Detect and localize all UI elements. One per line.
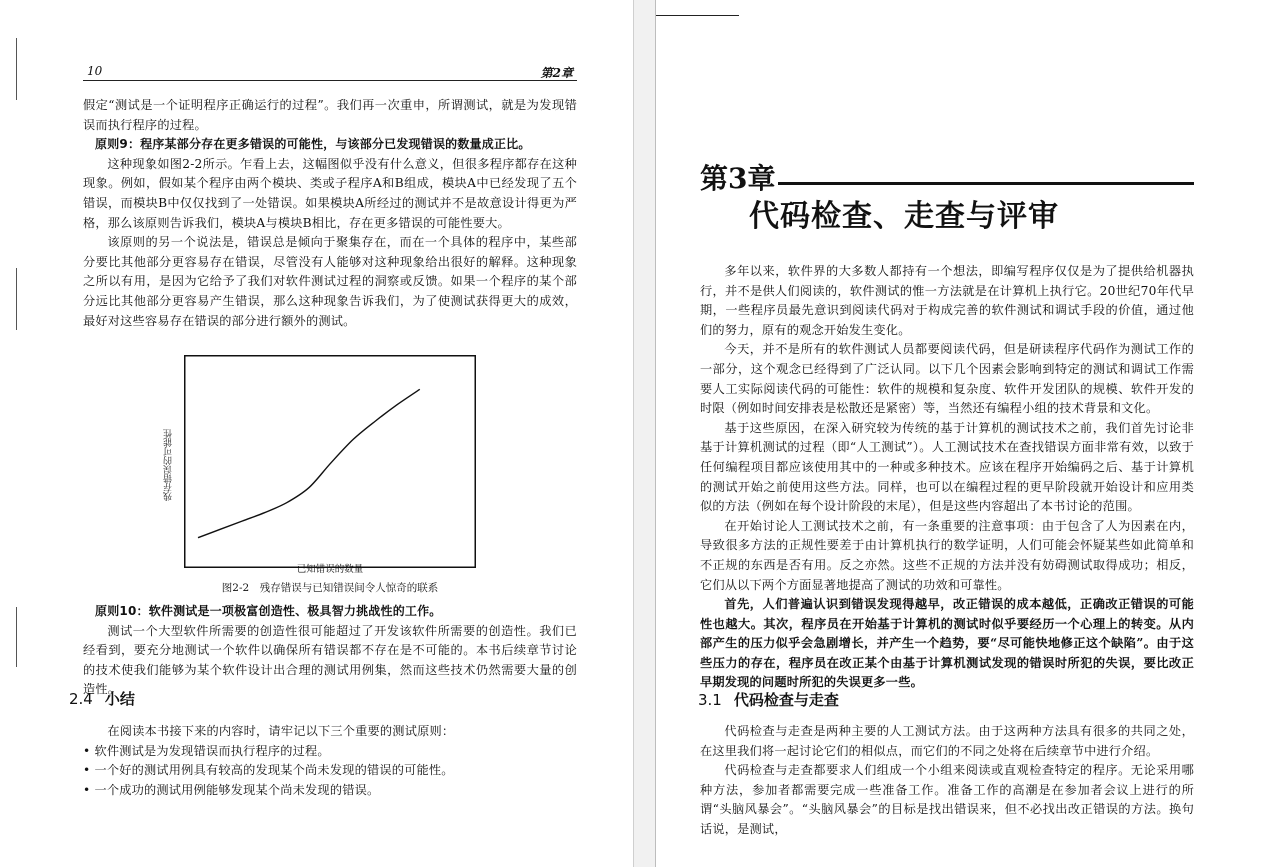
section-heading-3-1 <box>698 689 839 710</box>
book-gutter <box>633 0 656 867</box>
chart-plot <box>184 355 476 568</box>
section-title: 小结 <box>104 690 135 708</box>
chapter-label: 第3章 <box>700 162 776 195</box>
paragraph: 假定“测试是一个证明程序正确运行的过程”。我们再一次重申，所谓测试，就是为发现错误而执行程序的过程。 <box>83 98 577 132</box>
paragraph: 在开始讨论人工测试技术之前，有一条重要的注意事项：由于包含了人为因素在内，导致很多方法的正规性要差于由计算机执行的数学证明，人们可能会怀疑某些如此简单和不正规的东西是否有用。反之亦然。这些不正规的方法并没有妨碍测试取得成功；相反，它们从以下两个方面显著地提高了测试的功效和可靠性。 <box>700 518 1194 592</box>
section-title: 代码检查与走查 <box>733 691 839 709</box>
paragraph: 该原则的另一个说法是，错误总是倾向于聚集存在，而在一个具体的程序中，某些部分要比其他部分更容易存在错误，尽管没有人能够对这种现象给出很好的解释。这种现象之所以有用，是因为它给予了我们对软件测试过程的洞察或反馈。如果一个程序的某个部分远比其他部分更容易产生错误，那么这种现象告诉我们，为了使测试获得更大的成效，最好对这些容易存在错误的部分进行额外的测试。 <box>83 235 577 328</box>
figure-x-axis-label: 已知错误的数量 <box>296 564 364 575</box>
chapter-title: 代码检查、走查与评审 <box>749 199 1059 234</box>
scan-margin-mark <box>16 268 17 330</box>
section-number: 3.1 <box>698 691 722 709</box>
chapter-header: 第2章 <box>540 66 573 80</box>
scan-margin-mark <box>16 607 17 667</box>
paragraph: 代码检查与走查是两种主要的人工测试方法。由于这两种方法具有很多的共同之处，在这里我们将一起讨论它们的相似点，而它们的不同之处将在后续章节中进行介绍。 <box>700 724 1194 758</box>
chapter-rule <box>778 182 1194 185</box>
section-heading-2-4 <box>69 688 135 709</box>
scan-margin-mark <box>16 38 17 100</box>
section-number: 2.4 <box>69 690 93 708</box>
principle-9: 原则9：程序某部分存在更多错误的可能性，与该部分已发现错误的数量成正比。 <box>95 137 531 152</box>
chart-series-line <box>198 389 420 537</box>
summary-block <box>83 722 577 800</box>
left-body-bottom <box>83 602 577 700</box>
paragraph: 基于这些原因，在深入研究较为传统的基于计算机的测试技术之前，我们首先讨论非基于计算机测试的过程（即“人工测试”）。人工测试技术在查找错误方面非常有效，以致于任何编程项目都应该使用其中的一种或多种技术。应该在程序开始编码之后、基于计算机的测试开始之前使用这些方法。同样，也可以在编程过程的更早阶段就开始设计和应用类似的方法（例如在每个设计阶段的末尾），但是这些内容超出了本书讨论的范围。 <box>700 420 1194 514</box>
left-body-top <box>83 96 577 331</box>
chart-frame <box>185 356 476 568</box>
paragraph: 今天，并不是所有的软件测试人员都要阅读代码，但是研读程序代码作为测试工作的一部分，这个观念已经得到了广泛认同。以下几个因素会影响到特定的测试和调试工作需要人工实际阅读代码的可能性：软件的规模和复杂度、软件开发团队的规模、软件开发的时限（例如时间安排表是松散还是紧密）等，当然还有编程小组的技术背景和文化。 <box>700 342 1194 416</box>
running-header <box>83 64 577 81</box>
paragraph: 首先，人们普遍认识到错误发现得越早，改正错误的成本越低，正确改正错误的可能性也越大。其次，程序员在开始基于计算机的测试时似乎要经历一个心理上的转变。从内部产生的压力似乎会急剧增长，并产生一个趋势，要“尽可能快地修正这个缺陷”。由于这些压力的存在，程序员在改正某个由基于计算机测试发现的错误时所犯的失误，要比改正早期发现的问题时所犯的失误更多一些。 <box>700 597 1194 690</box>
paragraph: 多年以来，软件界的大多数人都持有一个想法，即编写程序仅仅是为了提供给机器执行，并不是供人们阅读的，软件测试的惟一方法就是在计算机上执行它。20世纪70年代早期，一些程序员最先意识到阅读代码对于构成完善的软件测试和调试手段的价值，通过他们的努力，原有的观念开始发生变化。 <box>700 264 1194 337</box>
figure-caption: 图2-2 残存错误与已知错误间令人惊奇的联系 <box>221 582 439 594</box>
figure-y-axis-label: 残存错误的可能性 <box>164 429 174 501</box>
summary-intro: 在阅读本书接下来的内容时，请牢记以下三个重要的测试原则： <box>107 724 455 738</box>
summary-bullet: • 软件测试是为发现错误而执行程序的过程。 <box>83 743 330 758</box>
top-rule <box>656 15 739 16</box>
page-number: 10 <box>87 64 103 78</box>
paragraph: 代码检查与走查都要求人们组成一个小组来阅读或直观检查特定的程序。无论采用哪种方法，参加者都需要完成一些准备工作。准备工作的高潮是在参加者会议上进行的所谓“头脑风暴会”。“头脑风暴会”的目标是找出错误来，但不必找出改正错误的方法。换句话说，是测试， <box>700 763 1194 836</box>
summary-bullet: • 一个好的测试用例具有较高的发现某个尚未发现的错误的可能性。 <box>83 763 454 778</box>
right-body <box>700 262 1194 693</box>
right-body-section <box>700 722 1194 840</box>
principle-10: 原则10：软件测试是一项极富创造性、极具智力挑战性的工作。 <box>95 604 442 618</box>
summary-bullet: • 一个成功的测试用例能够发现某个尚未发现的错误。 <box>83 782 380 797</box>
paragraph: 这种现象如图2-2所示。乍看上去，这幅图似乎没有什么意义，但很多程序都存在这种现象。例如，假如某个程序由两个模块、类或子程序A和B组成，模块A中已经发现了五个错误，而模块B中仅仅找到了一处错误。如果模块A所经过的测试并不是故意设计得更为严格，那么该原则告诉我们，模块A与模块B相比，存在更多错误的可能性要大。 <box>83 156 577 230</box>
figure-2-2 <box>184 355 476 568</box>
paragraph: 测试一个大型软件所需要的创造性很可能超过了开发该软件所需要的创造性。我们已经看到，要充分地测试一个软件以确保所有错误都不存在是不可能的。本书后续章节讨论的技术使我们能够为某个软件设计出合理的测试用例集，然而这些技术仍然需要大量的创造性。 <box>83 623 577 697</box>
left-page <box>0 0 633 867</box>
